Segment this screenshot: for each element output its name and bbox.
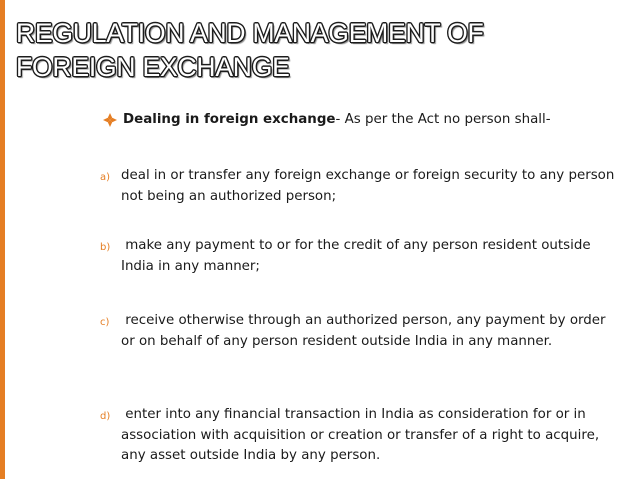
slide-title-line-2: FOREIGN EXCHANGE	[16, 52, 290, 82]
list-item-marker: a)	[100, 172, 111, 183]
list-item-text: deal in or transfer any foreign exchange or foreign security to any person not being an authorized person;	[121, 168, 615, 204]
list-item-marker: d)	[100, 411, 111, 422]
bullet-intro	[123, 110, 551, 130]
list-item-marker: b)	[100, 242, 111, 253]
list-item-marker: c)	[100, 317, 110, 328]
diamond-bullet-icon	[102, 112, 118, 128]
list-item-text: make any payment to or for the credit of any person resident outside India in any manner;	[121, 238, 595, 274]
bullet-intro-rest: - As per the Act no person shall-	[335, 112, 551, 127]
list-item-text: enter into any financial transaction in India as consideration for or in association with acquisition or creation or transfer of a right to acquire, any asset outside India by any person.	[121, 407, 604, 463]
list-item-text: receive otherwise through an authorized person, any payment by order or on behalf of any person resident outside India in any manner.	[121, 313, 610, 349]
bullet-intro-bold: Dealing in foreign exchange	[123, 112, 336, 127]
slide-title-line-1: REGULATION AND MANAGEMENT OF	[16, 18, 484, 48]
